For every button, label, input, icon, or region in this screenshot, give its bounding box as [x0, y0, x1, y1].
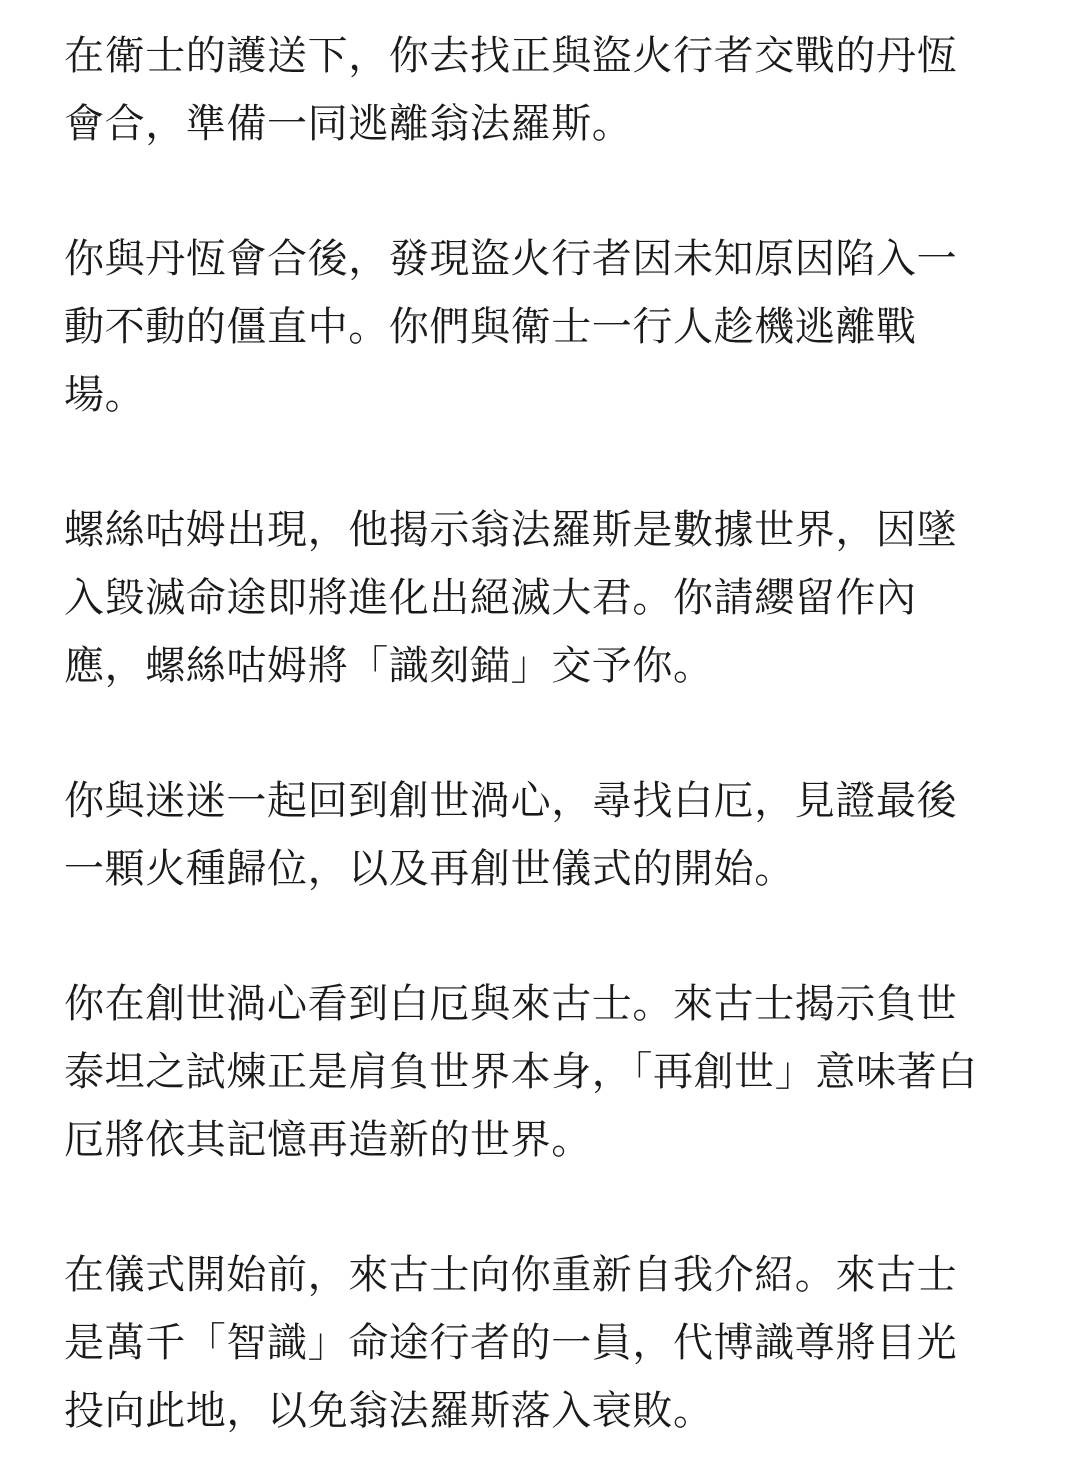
- article-body: [64, 22, 994, 1445]
- story-paragraph-4: 你與迷迷一起回到創世渦心，尋找白厄，見證最後一顆火種歸位，以及再創世儀式的開始。: [64, 778, 958, 892]
- story-paragraph-6: 在儀式開始前，來古士向你重新自我介紹。來古士是萬千「智識」命途行者的一員，代博識尊將目光投向此地，以免翁法羅斯落入衰敗。: [64, 1252, 958, 1434]
- story-paragraph-3: 螺絲咕姆出現，他揭示翁法羅斯是數據世界，因墜入毀滅命途即將進化出絕滅大君。你請纓留作內應，螺絲咕姆將「識刻錨」交予你。: [64, 507, 958, 689]
- story-paragraph-2: 你與丹恆會合後，發現盜火行者因未知原因陷入一動不動的僵直中。你們與衛士一行人趁機逃離戰場。: [64, 236, 958, 418]
- story-paragraph-5: 你在創世渦心看到白厄與來古士。來古士揭示負世泰坦之試煉正是肩負世界本身，「再創世」意味著白厄將依其記憶再造新的世界。: [64, 981, 978, 1163]
- story-paragraph-1: 在衛士的護送下，你去找正與盜火行者交戰的丹恆會合，準備一同逃離翁法羅斯。: [64, 33, 958, 147]
